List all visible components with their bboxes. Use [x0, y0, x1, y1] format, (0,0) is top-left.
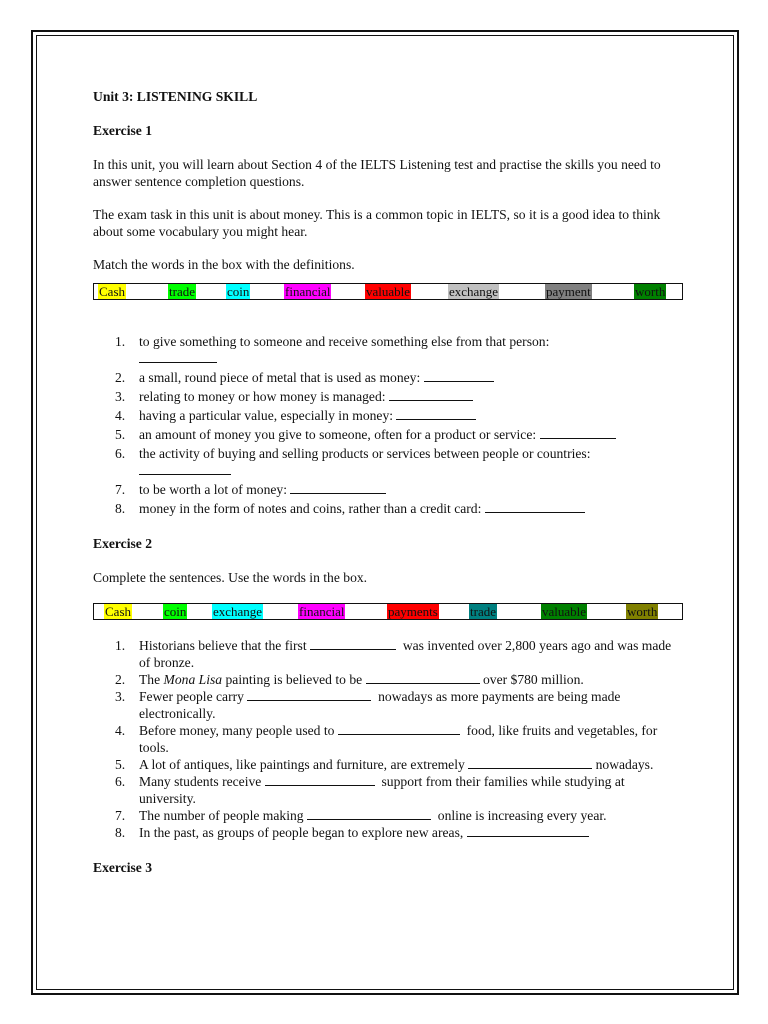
- ex2-word-worth: worth: [627, 604, 658, 619]
- ex1-word-financial: financial: [285, 284, 331, 299]
- list-item: 5. an amount of money you give to someone, often for a product or service:: [93, 426, 683, 443]
- answer-blank[interactable]: [139, 462, 231, 475]
- list-item: 5. A lot of antiques, like paintings and furniture, are extremely nowadays.: [115, 757, 654, 772]
- ex1-word-valuable: valuable: [366, 284, 411, 299]
- exercise2-word-box: [93, 603, 683, 620]
- exercise1-word-box: [93, 283, 683, 300]
- worksheet-content: [93, 86, 683, 876]
- list-item: 4. Before money, many people used to food, like fruits and vegetables, for tools.: [115, 723, 658, 755]
- exercise1-instruction: Match the words in the box with the definitions.: [93, 257, 355, 272]
- ex2-word-financial: financial: [299, 604, 345, 619]
- ex1-word-cash: Cash: [99, 284, 125, 299]
- answer-blank[interactable]: [265, 773, 375, 786]
- exercise1-intro-2: The exam task in this unit is about money. This is a common topic in IELTS, so it is a good idea to think about some vocabulary you might hear.: [93, 207, 661, 239]
- ex1-word-exchange: exchange: [449, 284, 499, 299]
- exercise3-heading: Exercise 3: [93, 860, 153, 875]
- answer-blank[interactable]: [307, 807, 431, 820]
- answer-blank[interactable]: [540, 426, 616, 439]
- exercise2-instruction: Complete the sentences. Use the words in the box.: [93, 570, 368, 585]
- exercise2-sentences: [93, 637, 683, 841]
- list-item: 6. the activity of buying and selling products or services between people or countries:: [93, 445, 683, 479]
- list-item: 1. Historians believe that the first was invented over 2,800 years ago and was made of bronze.: [115, 638, 672, 670]
- exercise2-heading: Exercise 2: [93, 536, 153, 551]
- list-item: 6. Many students receive support from their families while studying at university.: [115, 774, 625, 806]
- ex1-word-worth: worth: [635, 284, 666, 299]
- answer-blank[interactable]: [389, 388, 473, 401]
- answer-blank[interactable]: [396, 407, 476, 420]
- list-item: 8. money in the form of notes and coins, rather than a credit card:: [93, 500, 683, 517]
- answer-blank[interactable]: [485, 500, 585, 513]
- ex1-word-trade: trade: [169, 284, 195, 299]
- answer-blank[interactable]: [247, 688, 371, 701]
- answer-blank[interactable]: [338, 722, 460, 735]
- list-item: 2. The Mona Lisa painting is believed to be over $780 million.: [115, 672, 584, 687]
- exercise1-heading: Exercise 1: [93, 123, 153, 138]
- exercise1-intro-1: In this unit, you will learn about Section 4 of the IELTS Listening test and practise the skills you need to answer sentence completion questions.: [93, 157, 661, 189]
- answer-blank[interactable]: [467, 824, 589, 837]
- list-item: 7. to be worth a lot of money:: [93, 481, 683, 498]
- answer-blank[interactable]: [468, 756, 592, 769]
- answer-blank[interactable]: [366, 671, 480, 684]
- list-item: 8. In the past, as groups of people began to explore new areas,: [93, 824, 683, 841]
- list-item: 2. a small, round piece of metal that is used as money:: [93, 369, 683, 386]
- ex2-word-coin: coin: [164, 604, 187, 619]
- ex2-word-trade: trade: [470, 604, 496, 619]
- list-item: 3. relating to money or how money is managed:: [93, 388, 683, 405]
- list-item: 3. Fewer people carry nowadays as more payments are being made electronically.: [115, 689, 621, 721]
- ex2-word-payments: payments: [388, 604, 438, 619]
- list-item: 4. having a particular value, especially in money:: [93, 407, 683, 424]
- answer-blank[interactable]: [310, 637, 396, 650]
- list-item: 7. The number of people making online is increasing every year.: [115, 808, 607, 823]
- list-item: 1. to give something to someone and receive something else from that person:: [93, 333, 683, 367]
- answer-blank[interactable]: [139, 350, 217, 363]
- exercise1-definitions: [93, 333, 683, 517]
- ex2-word-cash: Cash: [105, 604, 131, 619]
- ex1-word-payment: payment: [546, 284, 591, 299]
- answer-blank[interactable]: [290, 481, 386, 494]
- ex2-word-valuable: valuable: [542, 604, 587, 619]
- ex1-word-coin: coin: [227, 284, 250, 299]
- unit-title: Unit 3: LISTENING SKILL: [93, 89, 258, 104]
- ex2-word-exchange: exchange: [213, 604, 263, 619]
- answer-blank[interactable]: [424, 369, 494, 382]
